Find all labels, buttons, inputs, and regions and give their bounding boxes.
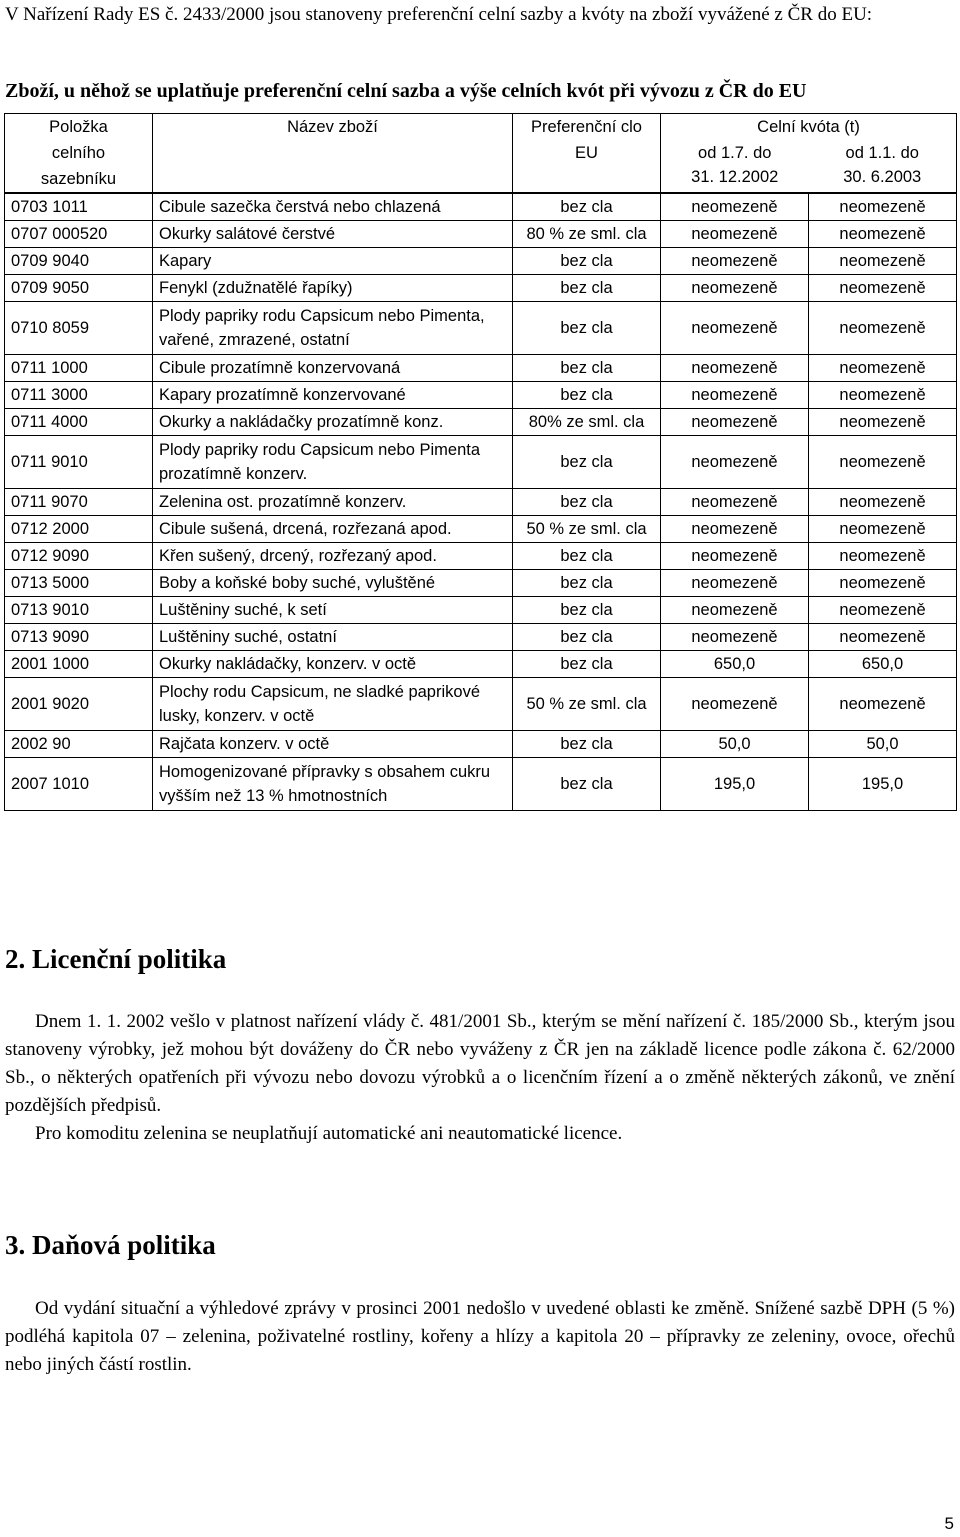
- cell-quota-2: neomezeně: [809, 248, 957, 275]
- cell-quota-1: neomezeně: [661, 516, 809, 543]
- cell-pref: bez cla: [513, 275, 661, 302]
- table-row: [5, 409, 957, 436]
- cell-quota-1: neomezeně: [661, 248, 809, 275]
- header-pref: Preferenční clo EU: [513, 114, 661, 194]
- cell-code: 0712 9090: [5, 543, 153, 570]
- cell-quota-2: neomezeně: [809, 355, 957, 382]
- cell-quota-1: neomezeně: [661, 678, 809, 731]
- table-row: [5, 248, 957, 275]
- cell-code: 0710 8059: [5, 302, 153, 355]
- table-row: [5, 758, 957, 811]
- cell-name: Kapary prozatímně konzervované: [153, 382, 513, 409]
- cell-code: 0712 2000: [5, 516, 153, 543]
- section-2-title: 2. Licenční politika: [5, 944, 227, 974]
- header-quota-period-2: od 1.1. do 30. 6.2003: [809, 141, 957, 193]
- cell-quota-2: neomezeně: [809, 489, 957, 516]
- cell-name: Rajčata konzerv. v octě: [153, 731, 513, 758]
- cell-quota-1: neomezeně: [661, 193, 809, 221]
- cell-quota-2: neomezeně: [809, 597, 957, 624]
- cell-pref: 50 % ze sml. cla: [513, 678, 661, 731]
- table-row: [5, 731, 957, 758]
- cell-quota-2: neomezeně: [809, 543, 957, 570]
- section-2-paragraph-2: Pro komoditu zelenina se neuplatňují automatické ani neautomatické licence.: [35, 1123, 623, 1144]
- cell-quota-1: neomezeně: [661, 624, 809, 651]
- table-header-row: [5, 114, 957, 141]
- cell-code: 0713 9010: [5, 597, 153, 624]
- cell-pref: bez cla: [513, 302, 661, 355]
- cell-code: 0709 9050: [5, 275, 153, 302]
- cell-pref: bez cla: [513, 248, 661, 275]
- table-row: [5, 543, 957, 570]
- cell-pref: bez cla: [513, 758, 661, 811]
- cell-pref: bez cla: [513, 382, 661, 409]
- cell-quota-2: neomezeně: [809, 678, 957, 731]
- cell-code: 0711 9070: [5, 489, 153, 516]
- cell-pref: bez cla: [513, 355, 661, 382]
- cell-quota-1: neomezeně: [661, 543, 809, 570]
- cell-pref: bez cla: [513, 731, 661, 758]
- table-row: [5, 275, 957, 302]
- cell-quota-1: neomezeně: [661, 302, 809, 355]
- table-row: [5, 382, 957, 409]
- cell-name: Zelenina ost. prozatímně konzerv.: [153, 489, 513, 516]
- cell-quota-1: neomezeně: [661, 275, 809, 302]
- cell-name: Okurky a nakládačky prozatímně konz.: [153, 409, 513, 436]
- cell-quota-2: 650,0: [809, 651, 957, 678]
- cell-name: Plody papriky rodu Capsicum nebo Pimenta prozatímně konzerv.: [153, 436, 513, 489]
- table-row: [5, 489, 957, 516]
- cell-quota-2: neomezeně: [809, 570, 957, 597]
- intro-text: V Nařízení Rady ES č. 2433/2000 jsou stanoveny preferenční celní sazby a kvóty na zboží vyvážené z ČR do EU:: [5, 4, 873, 25]
- cell-name: Cibule prozatímně konzervovaná: [153, 355, 513, 382]
- cell-quota-1: 50,0: [661, 731, 809, 758]
- cell-pref: bez cla: [513, 193, 661, 221]
- cell-name: Fenykl (zdužnatělé řapíky): [153, 275, 513, 302]
- cell-quota-1: neomezeně: [661, 409, 809, 436]
- header-code: Položka celního sazebníku: [5, 114, 153, 194]
- table-heading: Zboží, u něhož se uplatňuje preferenční celní sazba a výše celních kvót při vývozu z ČR do EU: [5, 80, 807, 102]
- cell-code: 0713 5000: [5, 570, 153, 597]
- cell-quota-2: neomezeně: [809, 275, 957, 302]
- cell-pref: bez cla: [513, 570, 661, 597]
- header-name: Název zboží: [153, 114, 513, 194]
- section-2-paragraph-1: Dnem 1. 1. 2002 vešlo v platnost nařízení vlády č. 481/2001 Sb., kterým se mění nařízení č. 185/2000 Sb., kterým jsou stanoveny výrobky, jež mohou být dováženy do ČR nebo vyváženy z ČR jen na základě licence podle zákona č. 62/2000 Sb., o některých opatřeních při vývozu nebo dovozu výrobků a o licenčním řízení a o změně některých zákonů, ve znění pozdějších předpisů.: [5, 1011, 955, 1116]
- cell-pref: 80% ze sml. cla: [513, 409, 661, 436]
- cell-pref: bez cla: [513, 436, 661, 489]
- cell-quota-2: 50,0: [809, 731, 957, 758]
- cell-quota-1: neomezeně: [661, 570, 809, 597]
- cell-pref: 80 % ze sml. cla: [513, 221, 661, 248]
- table-row: [5, 516, 957, 543]
- cell-quota-1: 195,0: [661, 758, 809, 811]
- cell-quota-1: 650,0: [661, 651, 809, 678]
- cell-quota-1: neomezeně: [661, 221, 809, 248]
- cell-quota-2: neomezeně: [809, 221, 957, 248]
- cell-code: 2007 1010: [5, 758, 153, 811]
- cell-code: 0713 9090: [5, 624, 153, 651]
- cell-code: 2002 90: [5, 731, 153, 758]
- cell-name: Luštěniny suché, k setí: [153, 597, 513, 624]
- cell-name: Křen sušený, drcený, rozřezaný apod.: [153, 543, 513, 570]
- section-3-title: 3. Daňová politika: [5, 1230, 216, 1260]
- cell-name: Cibule sušená, drcená, rozřezaná apod.: [153, 516, 513, 543]
- cell-name: Okurky salátové čerstvé: [153, 221, 513, 248]
- table-row: [5, 624, 957, 651]
- cell-quota-1: neomezeně: [661, 489, 809, 516]
- cell-code: 0707 000520: [5, 221, 153, 248]
- cell-quota-2: neomezeně: [809, 382, 957, 409]
- cell-code: 0703 1011: [5, 193, 153, 221]
- cell-code: 0709 9040: [5, 248, 153, 275]
- cell-code: 0711 4000: [5, 409, 153, 436]
- header-quota: Celní kvóta (t): [661, 114, 957, 141]
- cell-quota-1: neomezeně: [661, 355, 809, 382]
- page-number: 5: [944, 1514, 954, 1533]
- section-2-body: [5, 1008, 955, 1148]
- cell-name: Cibule sazečka čerstvá nebo chlazená: [153, 193, 513, 221]
- cell-pref: 50 % ze sml. cla: [513, 516, 661, 543]
- cell-code: 0711 9010: [5, 436, 153, 489]
- table-row: [5, 651, 957, 678]
- cell-pref: bez cla: [513, 597, 661, 624]
- section-3-paragraph-1: Od vydání situační a výhledové zprávy v prosinci 2001 nedošlo v uvedené oblasti ke změně. Snížené sazbě DPH (5 %) podléhá kapitola 07 – zelenina, poživatelné rostliny, kořeny a hlízy a kapitola 20 – přípravky ze zeleniny, ovoce, ořechů nebo jiných částí rostlin.: [5, 1298, 955, 1375]
- cell-quota-2: neomezeně: [809, 516, 957, 543]
- table-row: [5, 193, 957, 221]
- cell-quota-2: neomezeně: [809, 193, 957, 221]
- cell-name: Plody papriky rodu Capsicum nebo Pimenta, vařené, zmrazené, ostatní: [153, 302, 513, 355]
- cell-quota-2: neomezeně: [809, 436, 957, 489]
- header-quota-period-1: od 1.7. do 31. 12.2002: [661, 141, 809, 193]
- table-row: [5, 436, 957, 489]
- cell-quota-2: neomezeně: [809, 624, 957, 651]
- cell-name: Okurky nakládačky, konzerv. v octě: [153, 651, 513, 678]
- cell-code: 0711 1000: [5, 355, 153, 382]
- table-row: [5, 570, 957, 597]
- table-row: [5, 355, 957, 382]
- cell-quota-1: neomezeně: [661, 382, 809, 409]
- cell-pref: bez cla: [513, 489, 661, 516]
- tariff-table: [4, 113, 957, 811]
- cell-name: Boby a koňské boby suché, vyluštěné: [153, 570, 513, 597]
- cell-name: Kapary: [153, 248, 513, 275]
- cell-quota-2: 195,0: [809, 758, 957, 811]
- cell-pref: bez cla: [513, 543, 661, 570]
- table-row: [5, 597, 957, 624]
- section-3-body: [5, 1295, 955, 1379]
- cell-name: Luštěniny suché, ostatní: [153, 624, 513, 651]
- cell-code: 2001 1000: [5, 651, 153, 678]
- cell-code: 2001 9020: [5, 678, 153, 731]
- cell-quota-1: neomezeně: [661, 597, 809, 624]
- cell-quota-1: neomezeně: [661, 436, 809, 489]
- table-row: [5, 221, 957, 248]
- cell-pref: bez cla: [513, 651, 661, 678]
- cell-quota-2: neomezeně: [809, 409, 957, 436]
- cell-code: 0711 3000: [5, 382, 153, 409]
- table-row: [5, 302, 957, 355]
- table-row: [5, 678, 957, 731]
- cell-name: Plochy rodu Capsicum, ne sladké paprikové lusky, konzerv. v octě: [153, 678, 513, 731]
- cell-pref: bez cla: [513, 624, 661, 651]
- cell-quota-2: neomezeně: [809, 302, 957, 355]
- cell-name: Homogenizované přípravky s obsahem cukru vyšším než 13 % hmotnostních: [153, 758, 513, 811]
